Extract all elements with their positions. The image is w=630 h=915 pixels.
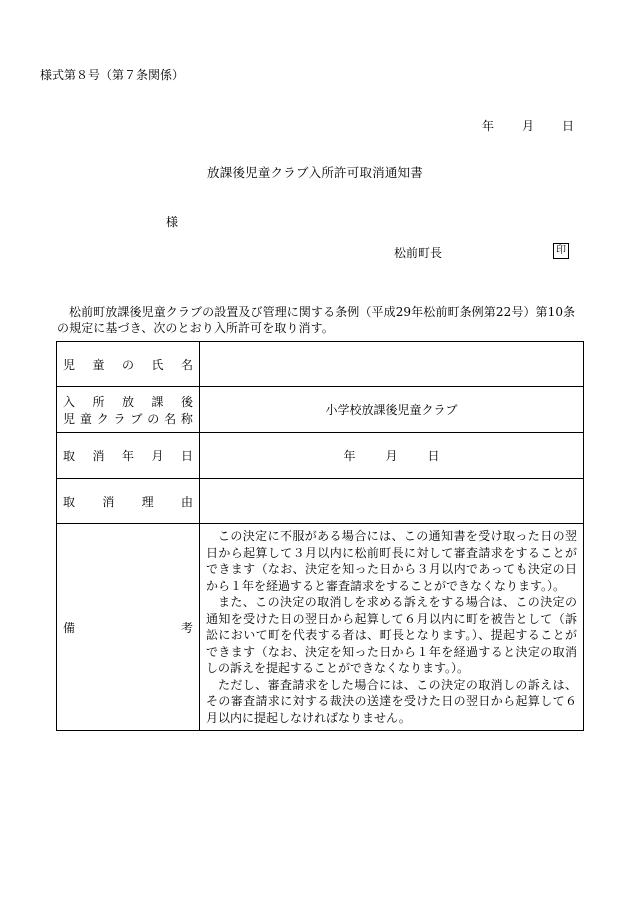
- label-char: 年: [121, 449, 134, 463]
- form-number: 様式第８号（第７条関係）: [40, 68, 185, 82]
- label-char: 入: [63, 394, 76, 409]
- label-char: の: [147, 411, 160, 426]
- remarks-label: [57, 524, 200, 731]
- label-char: 児: [63, 411, 76, 426]
- label-char: 名: [180, 357, 193, 372]
- child-name-value[interactable]: [200, 342, 584, 387]
- issuer-name: 松前町長: [394, 246, 443, 260]
- cancel-date-value: [200, 433, 584, 479]
- label-char: ク: [96, 411, 109, 426]
- remarks-label-char2: 考: [180, 620, 193, 635]
- cancel-date-label: [57, 433, 200, 479]
- reason-value[interactable]: [200, 479, 584, 524]
- cancel-day-label: 日: [427, 449, 440, 463]
- reason-label-text: [63, 493, 193, 510]
- seal-mark: 印: [553, 243, 569, 259]
- notice-table: [56, 341, 584, 731]
- issue-date: [482, 117, 574, 134]
- label-char: 称: [180, 411, 193, 426]
- label-char: 取: [63, 494, 76, 509]
- club-label-line1: [63, 393, 193, 410]
- table-row-cancel-date: [57, 433, 584, 479]
- cancel-year-label: 年: [343, 449, 356, 463]
- label-char: ラ: [113, 411, 126, 426]
- year-label: 年: [481, 119, 494, 133]
- label-char: 童: [79, 411, 92, 426]
- label-char: 月: [151, 449, 164, 463]
- label-char: 児: [63, 357, 76, 372]
- child-name-label: [57, 342, 200, 387]
- label-char: 後: [180, 394, 193, 409]
- label-char: の: [121, 357, 134, 372]
- label-char: 名: [164, 411, 177, 426]
- table-row-remarks: [57, 524, 584, 731]
- cancel-date-label-text: [63, 447, 193, 464]
- remarks-paragraph-2: また、この決定の取消しを求める訴えをする場合は、この決定の通知を受けた日の翌日から起算して６月以内に町を被告として（訴訟において町を代表する者は、町長となります。）、提起することができます（なお、決定を知った日から１年を経過すると決定の取消しの訴えを提起することができなくなります。）。: [206, 595, 577, 675]
- month-label: 月: [521, 119, 534, 133]
- label-char: 消: [92, 449, 105, 463]
- label-char: 由: [180, 494, 193, 509]
- label-char: 所: [92, 394, 105, 409]
- table-row-club-name: [57, 387, 584, 433]
- club-name-label: [57, 387, 200, 433]
- remarks-label-char1: 備: [63, 620, 76, 635]
- table-row-child-name: [57, 342, 584, 387]
- addressee-suffix: 様: [166, 215, 179, 229]
- document-title: 放課後児童クラブ入所許可取消通知書: [207, 165, 423, 180]
- intro-paragraph: 松前町放課後児童クラブの設置及び管理に関する条例（平成29年松前町条例第22号）第10条の規定に基づき、次のとおり入所許可を取り消す。: [57, 305, 576, 335]
- label-char: ブ: [130, 411, 143, 426]
- label-char: 課: [151, 394, 164, 409]
- label-char: 放: [121, 394, 134, 409]
- day-label: 日: [561, 119, 574, 133]
- cancel-month-label: 月: [385, 449, 398, 463]
- remarks-paragraph-1: この決定に不服がある場合には、この通知書を受け取った日の翌日から起算して３月以内に松前町長に対して審査請求をすることができます（なお、決定を知った日から３月以内であっても決定の日から１年を経過すると審査請求をすることができなくなります。）。: [206, 529, 577, 593]
- remarks-paragraph-3: ただし、審査請求をした場合には、この決定の取消しの訴えは、その審査請求に対する裁決の送達を受けた日の翌日から起算して６月以内に提起しなければなりません。: [206, 677, 577, 725]
- label-char: 消: [102, 494, 115, 509]
- label-char: 日: [180, 449, 193, 463]
- club-name-value: 小学校放課後児童クラブ: [200, 387, 584, 433]
- table-row-reason: [57, 479, 584, 524]
- label-char: 取: [63, 449, 76, 463]
- label-char: 氏: [151, 357, 164, 372]
- label-char: 理: [141, 494, 154, 509]
- club-label-line2: [63, 410, 193, 427]
- remarks-value: [200, 524, 584, 731]
- label-char: 童: [92, 357, 105, 372]
- reason-label: [57, 479, 200, 524]
- child-name-label-text: [63, 356, 193, 373]
